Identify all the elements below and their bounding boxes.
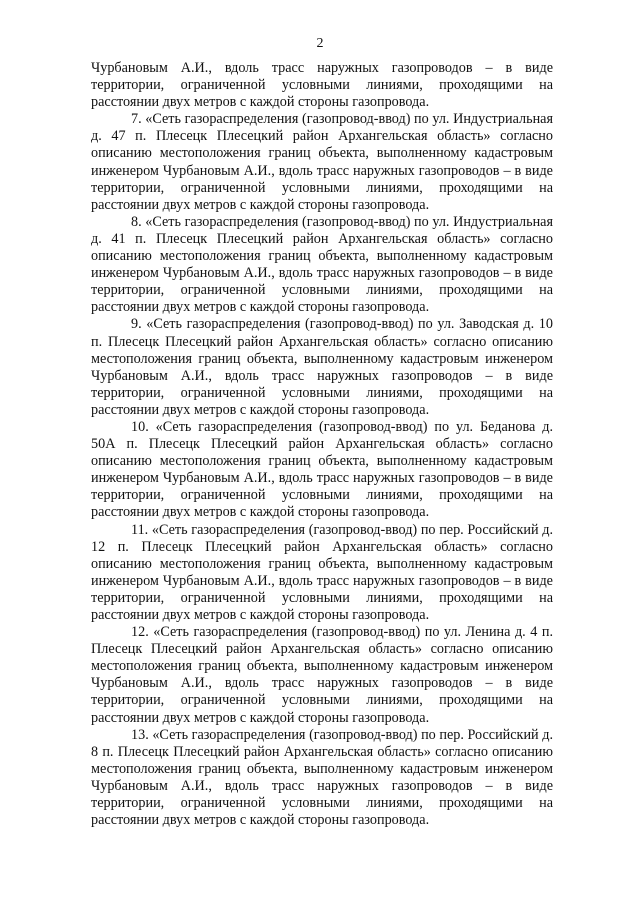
paragraph-item-10: 10. «Сеть газораспределения (газопровод-ввод) по ул. Беданова д. 50А п. Плесецк Плесецкий район Архангельская область» согласно описанию местоположения границ объекта, выполненному кадастровым инженером Чурбановым А.И., вдоль трасс наружных газопроводов – в виде территории, ограниченной условными линиями, проходящими на расстоянии двух метров с каждой стороны газопровода. — [91, 418, 553, 521]
page-number: 2 — [316, 36, 324, 51]
paragraph-item-13: 13. «Сеть газораспределения (газопровод-ввод) по пер. Российский д. 8 п. Плесецк Плесецкий район Архангельская область» согласно описанию местоположения границ объекта, выполненному кадастровым инженером Чурбановым А.И., вдоль трасс наружных газопроводов – в виде территории, ограниченной условными линиями, проходящими на расстоянии двух метров с каждой стороны газопровода. — [91, 726, 553, 829]
paragraph-item-12: 12. «Сеть газораспределения (газопровод-ввод) по ул. Ленина д. 4 п. Плесецк Плесецкий район Архангельская область» согласно описанию местоположения границ объекта, выполненному кадастровым инженером Чурбановым А.И., вдоль трасс наружных газопроводов – в виде территории, ограниченной условными линиями, проходящими на расстоянии двух метров с каждой стороны газопровода. — [91, 624, 553, 726]
paragraph-item-7: 7. «Сеть газораспределения (газопровод-ввод) по ул. Индустриальная д. 47 п. Плесецк Плесецкий район Архангельская область» согласно описанию местоположения границ объекта, выполненному кадастровым инженером Чурбановым А.И., вдоль трасс наружных газопроводов – в виде территории, ограниченной условными линиями, проходящими на расстоянии двух метров с каждой стороны газопровода. — [91, 111, 553, 213]
paragraph-continuation: Чурбановым А.И., вдоль трасс наружных газопроводов – в виде территории, ограниченной условными линиями, проходящими на расстоянии двух метров с каждой стороны газопровода. — [91, 60, 553, 111]
paragraph-item-9: 9. «Сеть газораспределения (газопровод-ввод) по ул. Заводская д. 10 п. Плесецк Плесецкий район Архангельская область» согласно описанию местоположения границ объекта, выполненному кадастровым инженером Чурбановым А.И., вдоль трасс наружных газопроводов – в виде территории, ограниченной условными линиями, проходящими на расстоянии двух метров с каждой стороны газопровода. — [91, 316, 553, 418]
paragraph-item-8: 8. «Сеть газораспределения (газопровод-ввод) по ул. Индустриальная д. 41 п. Плесецк Плесецкий район Архангельская область» согласно описанию местоположения границ объекта, выполненному кадастровым инженером Чурбановым А.И., вдоль трасс наружных газопроводов – в виде территории, ограниченной условными линиями, проходящими на расстоянии двух метров с каждой стороны газопровода. — [91, 213, 553, 316]
document-body — [91, 60, 553, 829]
paragraph-item-11: 11. «Сеть газораспределения (газопровод-ввод) по пер. Российский д. 12 п. Плесецк Плесецкий район Архангельская область» согласно описанию местоположения границ объекта, выполненному кадастровым инженером Чурбановым А.И., вдоль трасс наружных газопроводов – в виде территории, ограниченной условными линиями, проходящими на расстоянии двух метров с каждой стороны газопровода. — [91, 521, 553, 623]
